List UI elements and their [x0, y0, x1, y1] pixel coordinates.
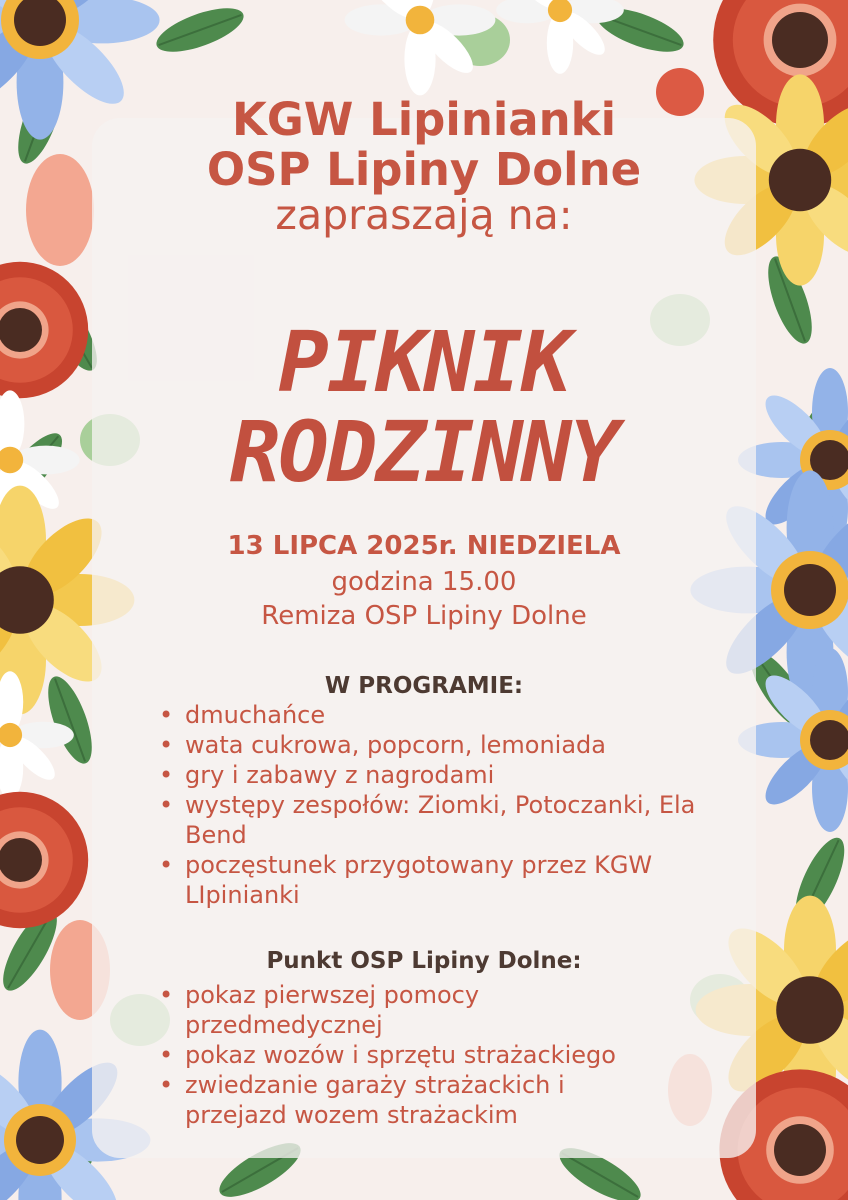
organizer-line-1: KGW Lipinianki	[231, 93, 617, 146]
list-item: • dmuchańce	[157, 700, 727, 730]
event-time: godzina 15.00	[331, 567, 517, 597]
list-item: • wata cukrowa, popcorn, lemoniada	[157, 730, 727, 760]
event-title-line-1: PIKNIK	[278, 313, 570, 411]
event-date: 13 LIPCA 2025r. NIEDZIELA	[227, 531, 621, 561]
program-heading: W PROGRAMIE:	[324, 673, 524, 699]
osp-heading: Punkt OSP Lipiny Dolne:	[266, 948, 582, 974]
list-item: • pokaz pierwszej pomocy przedmedycznej	[157, 980, 627, 1040]
osp-list	[157, 980, 627, 1130]
list-item: • zwiedzanie garaży strażackich i przejazd wozem strażackim	[157, 1070, 627, 1130]
list-item: • pokaz wozów i sprzętu strażackiego	[157, 1040, 705, 1070]
event-place: Remiza OSP Lipiny Dolne	[261, 601, 587, 631]
list-item: • gry i zabawy z nagrodami	[157, 760, 727, 790]
list-item: • występy zespołów: Ziomki, Potoczanki, Ela Bend	[157, 790, 727, 850]
organizer-line-2: OSP Lipiny Dolne	[206, 143, 642, 196]
list-item: • poczęstunek przygotowany przez KGW LIpinianki	[157, 850, 727, 910]
program-list	[157, 700, 727, 910]
invitation-text: zapraszają na:	[275, 191, 573, 239]
event-title-line-2: RODZINNY	[229, 403, 619, 501]
